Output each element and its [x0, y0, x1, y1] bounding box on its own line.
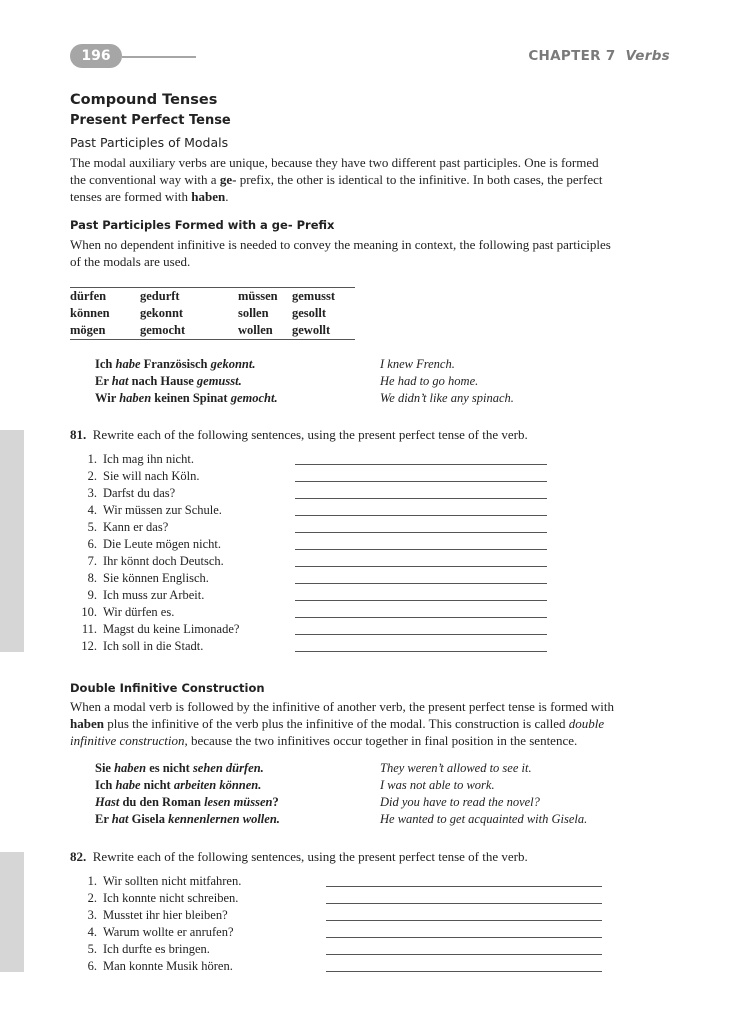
item-number: 1.: [87, 452, 97, 466]
exercise-item: [75, 941, 210, 958]
item-number: 12.: [81, 639, 97, 653]
item-number: 8.: [87, 571, 97, 585]
item-text: Sie können Englisch.: [103, 571, 209, 585]
example-german: Sie haben es nicht sehen dürfen.: [95, 761, 264, 775]
answer-blank[interactable]: [295, 549, 547, 550]
participle-cell: gesollt: [292, 306, 327, 320]
answer-blank[interactable]: [326, 920, 602, 921]
exercise-item: [75, 451, 194, 468]
section-title: Compound Tenses: [70, 92, 218, 108]
chapter-label: CHAPTER 7: [528, 48, 616, 64]
answer-blank[interactable]: [295, 566, 547, 567]
example-german: Ich habe nicht arbeiten können.: [95, 778, 262, 792]
item-number: 4.: [87, 503, 97, 517]
exercise-item: [75, 519, 168, 536]
item-number: 9.: [87, 588, 97, 602]
item-number: 5.: [87, 520, 97, 534]
example-english: He had to go home.: [380, 374, 479, 388]
exercise-item: [75, 587, 204, 604]
example-english: I was not able to work.: [380, 778, 495, 792]
chapter-title: Verbs: [625, 48, 670, 64]
section-subtitle: Present Perfect Tense: [70, 113, 231, 128]
item-number: 7.: [87, 554, 97, 568]
exercise-item: [75, 907, 228, 924]
example-german: Er hat nach Hause gemusst.: [95, 374, 242, 388]
participle-cell: müssen: [238, 289, 278, 303]
participle-cell: gewollt: [292, 323, 331, 337]
double-infinitive-heading: Double Infinitive Construction: [70, 681, 265, 695]
item-number: 6.: [87, 537, 97, 551]
item-text: Kann er das?: [103, 520, 169, 534]
item-text: Wir sollten nicht mitfahren.: [103, 874, 242, 888]
item-text: Wir dürfen es.: [103, 605, 175, 619]
side-tab-upper: [0, 430, 24, 652]
section-subsubtitle: Past Participles of Modals: [70, 135, 229, 150]
exercise-item: [75, 468, 200, 485]
participle-cell: sollen: [238, 306, 269, 320]
item-number: 3.: [87, 908, 97, 922]
exercise-82-number: 82.: [70, 849, 87, 864]
item-text: Warum wollte er anrufen?: [103, 925, 234, 939]
answer-blank[interactable]: [326, 886, 602, 887]
page-number-badge: 196: [70, 44, 122, 68]
intro-paragraph: [70, 154, 672, 205]
example-english: They weren’t allowed to see it.: [380, 761, 532, 775]
answer-blank[interactable]: [295, 634, 547, 635]
item-number: 4.: [87, 925, 97, 939]
item-number: 6.: [87, 959, 97, 973]
item-text: Die Leute mögen nicht.: [103, 537, 222, 551]
item-text: Ich durfte es bringen.: [103, 942, 210, 956]
participle-cell: gemocht: [140, 323, 186, 337]
answer-blank[interactable]: [326, 937, 602, 938]
exercise-item: [75, 621, 239, 638]
exercise-item: [75, 873, 241, 890]
exercise-item: [75, 958, 233, 975]
answer-blank[interactable]: [295, 651, 547, 652]
answer-blank[interactable]: [295, 532, 547, 533]
answer-blank[interactable]: [295, 481, 547, 482]
participle-cell: mögen: [70, 323, 106, 337]
exercise-82-instruction: 82. Rewrite each of the following sentences, using the present perfect tense of the verb.: [70, 849, 528, 864]
participle-cell: können: [70, 306, 110, 320]
item-number: 2.: [87, 469, 97, 483]
exercise-item: [75, 890, 238, 907]
item-text: Ich soll in die Stadt.: [103, 639, 204, 653]
participle-cell: gedurft: [140, 289, 180, 303]
participle-cell: gemusst: [292, 289, 336, 303]
exercise-item: [75, 638, 203, 655]
item-text: Magst du keine Limonade?: [103, 622, 240, 636]
item-text: Ich mag ihn nicht.: [103, 452, 194, 466]
item-number: 10.: [81, 605, 97, 619]
participle-cell: gekonnt: [140, 306, 184, 320]
ge-paragraph: When no dependent infinitive is needed to convey the meaning in context, the following past participles of the modals are used.: [70, 237, 611, 269]
exercise-item: [75, 485, 175, 502]
participle-table: [70, 287, 355, 340]
item-number: 11.: [81, 622, 97, 636]
item-number: 1.: [87, 874, 97, 888]
exercise-item: [75, 570, 209, 587]
item-number: 5.: [87, 942, 97, 956]
example-english: I knew French.: [380, 357, 455, 371]
answer-blank[interactable]: [295, 515, 547, 516]
intro-line-3: tenses are formed with haben.: [70, 189, 229, 204]
header-rule: [122, 56, 196, 58]
item-text: Ich muss zur Arbeit.: [103, 588, 205, 602]
exercise-item: [75, 536, 221, 553]
item-text: Ihr könnt doch Deutsch.: [103, 554, 224, 568]
side-tab-lower: [0, 852, 24, 972]
intro-line-2: the conventional way with a ge- prefix, the other is identical to the infinitive. In both cases, the perfect: [70, 172, 603, 187]
participle-row: [70, 305, 352, 322]
example-english: We didn’t like any spinach.: [380, 391, 514, 405]
item-text: Man konnte Musik hören.: [103, 959, 233, 973]
answer-blank[interactable]: [295, 600, 547, 601]
exercise-item: [75, 502, 222, 519]
answer-blank[interactable]: [326, 903, 602, 904]
exercise-81-instruction: 81. Rewrite each of the following sentences, using the present perfect tense of the verb.: [70, 427, 528, 442]
answer-blank[interactable]: [326, 954, 602, 955]
item-text: Ich konnte nicht schreiben.: [103, 891, 239, 905]
example-german: Er hat Gisela kennenlernen wollen.: [95, 812, 280, 826]
answer-blank[interactable]: [295, 583, 547, 584]
item-text: Darfst du das?: [103, 486, 176, 500]
participle-cell: dürfen: [70, 289, 107, 303]
answer-blank[interactable]: [326, 971, 602, 972]
exercise-81-number: 81.: [70, 427, 87, 442]
example-english: He wanted to get acquainted with Gisela.: [380, 812, 588, 826]
intro-line-1: The modal auxiliary verbs are unique, because they have two different past participles. One is formed: [70, 155, 599, 170]
double-infinitive-paragraph: When a modal verb is followed by the infinitive of another verb, the present perfect tense is formed with haben plus the infinitive of the verb plus the infinitive of the modal. This construction is called double infinitive construction, because the two infinitives occur together in final position in the sentence.: [70, 699, 615, 748]
participle-row: [70, 288, 352, 305]
item-text: Sie will nach Köln.: [103, 469, 200, 483]
item-number: 3.: [87, 486, 97, 500]
answer-blank[interactable]: [295, 498, 547, 499]
item-text: Musstet ihr hier bleiben?: [103, 908, 228, 922]
example-german: Ich habe Französisch gekonnt.: [95, 357, 256, 371]
chapter-header: [528, 48, 670, 64]
example-german: Hast du den Roman lesen müssen?: [95, 795, 279, 809]
participle-cell: wollen: [238, 323, 273, 337]
participle-row: [70, 322, 352, 339]
item-text: Wir müssen zur Schule.: [103, 503, 222, 517]
example-german: Wir haben keinen Spinat gemocht.: [95, 391, 278, 405]
ge-prefix-heading: Past Participles Formed with a ge- Prefix: [70, 218, 335, 232]
item-number: 2.: [87, 891, 97, 905]
exercise-item: [75, 924, 234, 941]
answer-blank[interactable]: [295, 617, 547, 618]
example-english: Did you have to read the novel?: [380, 795, 540, 809]
answer-blank[interactable]: [295, 464, 547, 465]
exercise-item: [75, 604, 174, 621]
exercise-item: [75, 553, 224, 570]
